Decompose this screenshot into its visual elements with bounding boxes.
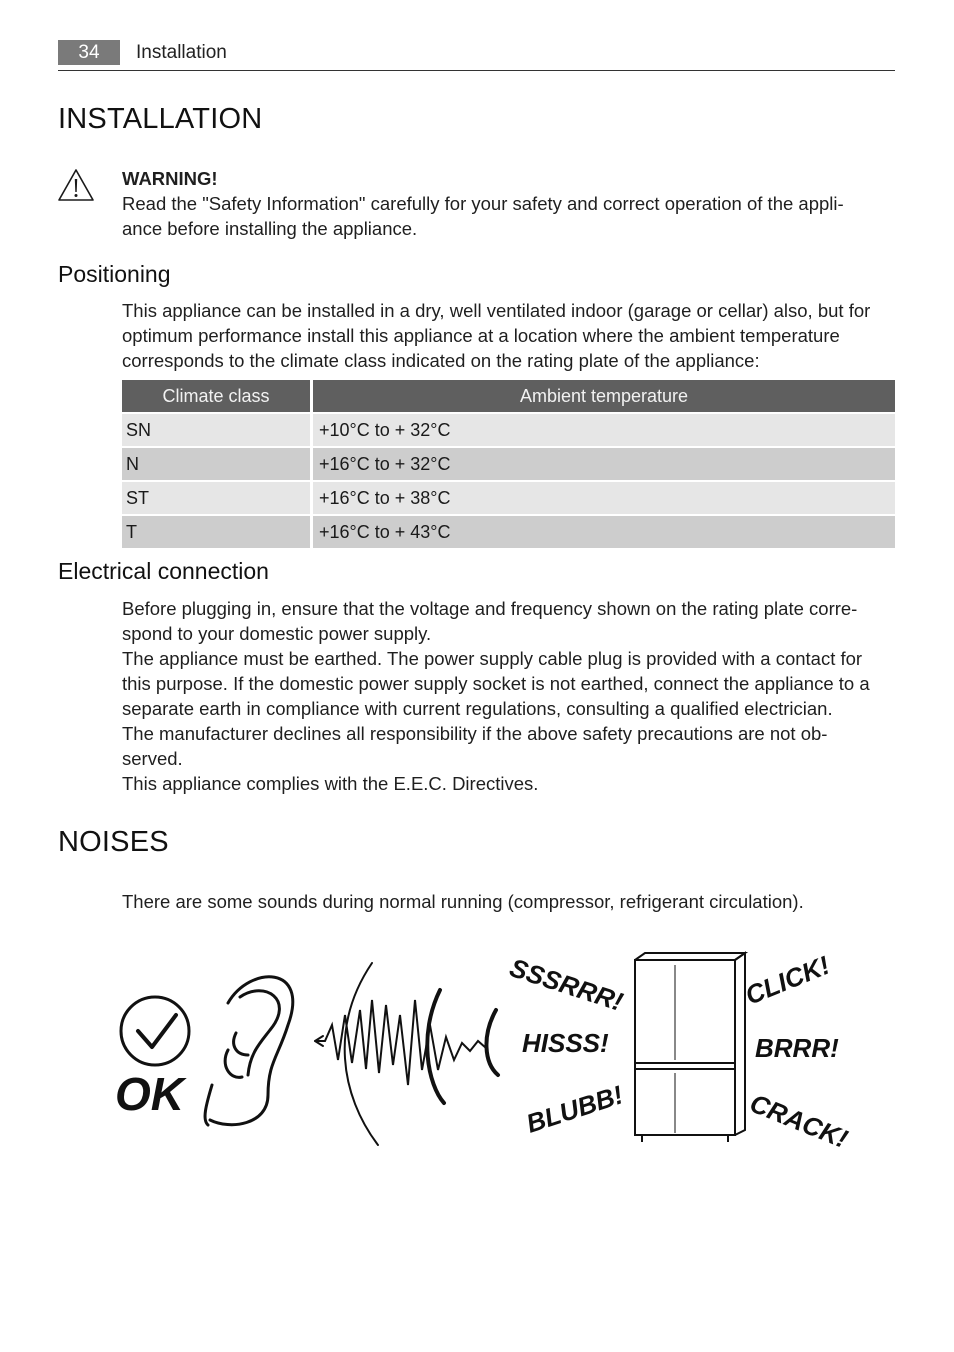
positioning-title: Positioning <box>58 261 171 287</box>
table-row <box>122 448 895 480</box>
positioning-line: This appliance can be installed in a dry, well ventilated indoor (garage or cellar) also, but for <box>122 300 871 321</box>
header-divider <box>58 70 895 71</box>
climate-class-cell: T <box>122 516 310 548</box>
climate-class-cell: SN <box>122 414 310 446</box>
checkmark-circle-icon <box>121 997 189 1065</box>
warning-text-line: Read the "Safety Information" carefully for your safety and correct operation of the appli- <box>122 193 844 214</box>
temperature-cell: +16°C to + 38°C <box>313 482 895 514</box>
temperature-cell: +16°C to + 43°C <box>313 516 895 548</box>
positioning-line: optimum performance install this appliance at a location where the ambient temperature <box>122 325 840 346</box>
noises-text: There are some sounds during normal running (compressor, refrigerant circulation). <box>122 891 804 912</box>
electrical-line: spond to your domestic power supply. <box>122 623 432 644</box>
sound-word: BLUBB! <box>522 1079 627 1139</box>
electrical-line: Before plugging in, ensure that the voltage and frequency shown on the rating plate corre- <box>122 598 858 619</box>
climate-class-cell: N <box>122 448 310 480</box>
electrical-line: served. <box>122 748 183 769</box>
electrical-line: separate earth in compliance with current regulations, consulting a qualified electrician. <box>122 698 833 719</box>
sound-word: CLICK! <box>741 949 834 1011</box>
climate-class-cell: ST <box>122 482 310 514</box>
noises-title: NOISES <box>58 826 169 858</box>
warning-text-line: ance before installing the appliance. <box>122 218 418 239</box>
sound-wave-icon <box>315 963 498 1145</box>
ok-label: OK <box>115 1068 184 1120</box>
warning-label: WARNING! <box>122 168 218 189</box>
electrical-line: The manufacturer declines all responsibility if the above safety precautions are not ob- <box>122 723 828 744</box>
electrical-line: This appliance complies with the E.E.C. Directives. <box>122 773 539 794</box>
climate-class-table <box>122 380 895 548</box>
table-header-row <box>122 380 895 412</box>
positioning-text <box>122 298 895 373</box>
table-row <box>122 414 895 446</box>
temperature-cell: +10°C to + 32°C <box>313 414 895 446</box>
electrical-line: this purpose. If the domestic power supply socket is not earthed, connect the appliance to a <box>122 673 870 694</box>
electrical-connection-title: Electrical connection <box>58 558 269 584</box>
warning-triangle-icon <box>57 168 95 202</box>
warning-block <box>122 166 895 241</box>
running-header: Installation <box>136 42 227 63</box>
table-header-ambient-temperature: Ambient temperature <box>310 380 895 412</box>
electrical-line: The appliance must be earthed. The power supply cable plug is provided with a contact for <box>122 648 863 669</box>
table-header-climate-class: Climate class <box>162 386 270 406</box>
sound-word: BRRR! <box>755 1033 839 1063</box>
installation-title: INSTALLATION <box>58 103 263 135</box>
electrical-text <box>122 596 895 796</box>
sound-word: SSSRRR! <box>506 952 627 1017</box>
table-row <box>122 482 895 514</box>
fridge-icon <box>635 953 745 1142</box>
sound-word: CRACK! <box>745 1087 853 1154</box>
positioning-line: corresponds to the climate class indicated on the rating plate of the appliance: <box>122 350 760 371</box>
table-row <box>122 516 895 548</box>
page-number: 34 <box>58 40 120 65</box>
ear-icon <box>205 977 293 1125</box>
noises-illustration <box>110 945 860 1155</box>
sound-word: HISSS! <box>522 1028 609 1058</box>
temperature-cell: +16°C to + 32°C <box>313 448 895 480</box>
